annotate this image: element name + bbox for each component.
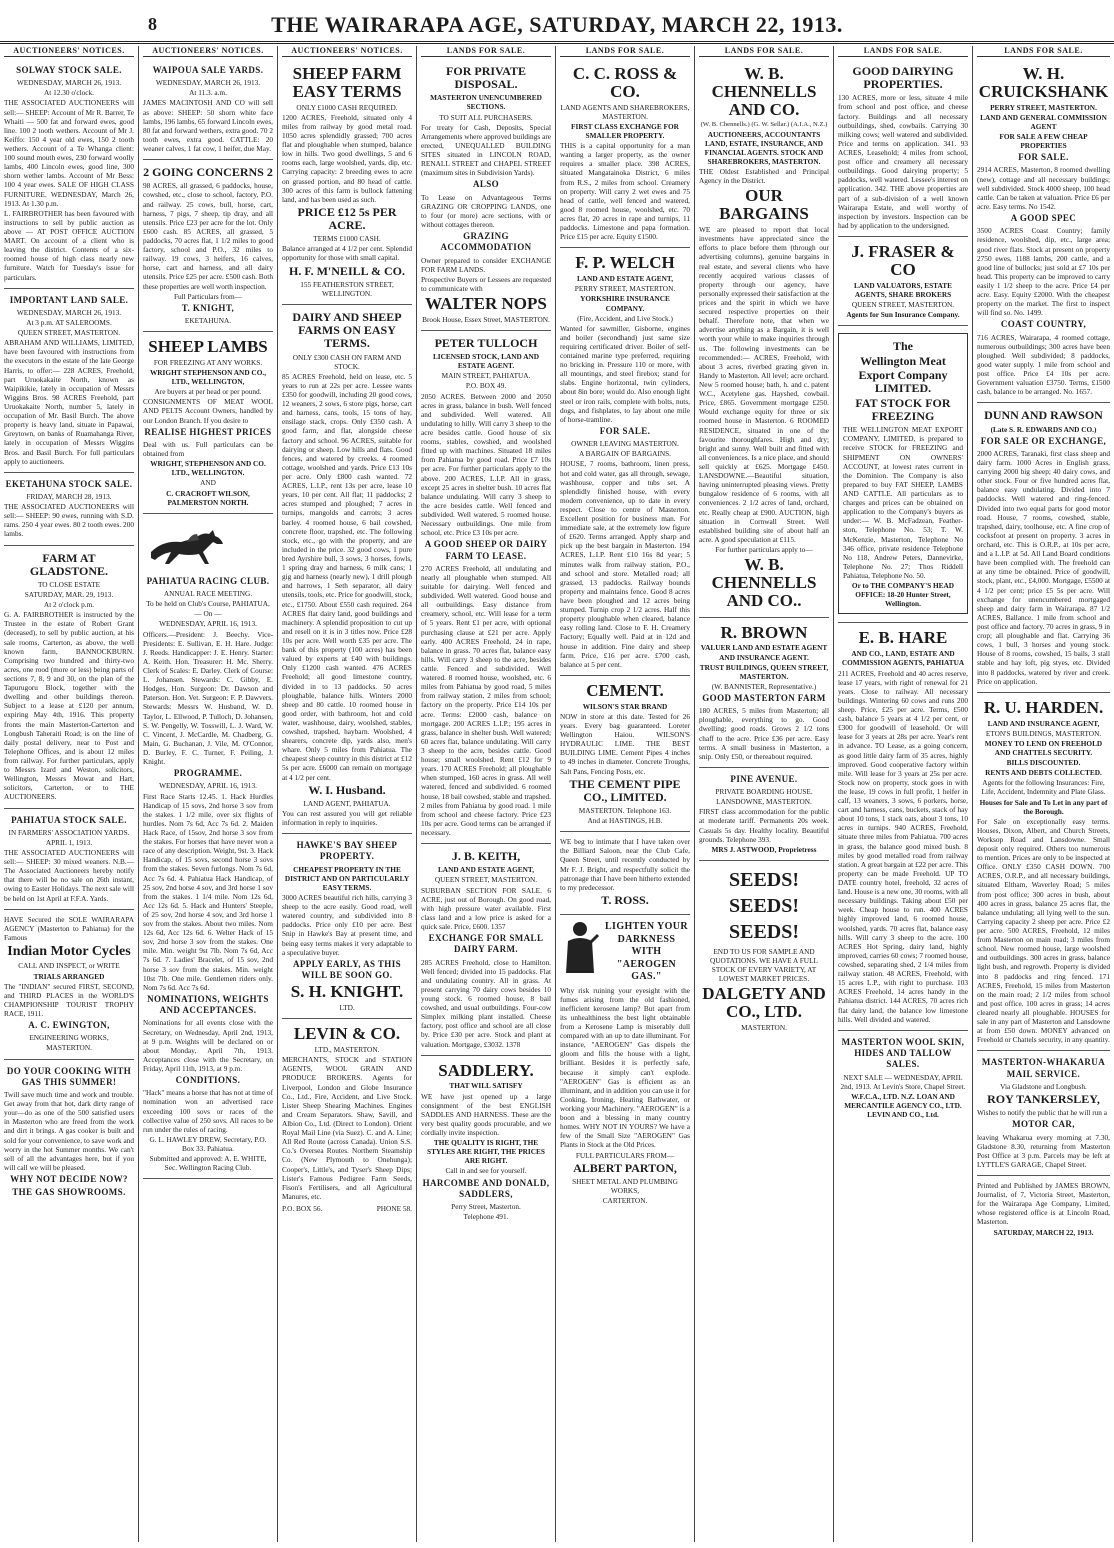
ad-subtitle: AUCTIONEERS, ACCOUNTANTS LAND, ESTATE, INSURANCE, AND FINANCIAL AGENTS. STOCK AND SHAREBROKERS, MASTERTON.: [704, 129, 824, 167]
sheep-lambs-ad: [143, 332, 273, 514]
ad-line: The: [892, 339, 913, 354]
contact-row: [282, 1204, 412, 1213]
advertiser-name: Wellington Meat Export Company LIMITED.: [858, 354, 948, 395]
section-header: AUCTIONEERS' NOTICES.: [143, 46, 273, 57]
ad-subtitle: LAND AGENTS AND SHAREBROKERS, MASTERTON.: [560, 102, 690, 121]
ad-subtitle: GOOD MASTERTON FARM: [702, 692, 826, 703]
ad-body: NOW in store at this date. Tested for 26 years. Every bag guaranteed. Loreter Wellington Haiou. WILSON'S HYDRAULIC LIME. THE BEST BUILDING LIME. Cement Pipes 4 inches to 49 inches in diameter. Concrete Troughs, Salt Pans, Fencing Posts, etc.: [560, 711, 690, 776]
ad-line: CALL AND INSPECT, or WRITE: [18, 961, 120, 971]
ad-body: Wishes to notify the public that he will run a: [977, 1108, 1108, 1118]
section-header: AUCTIONEERS' NOTICES.: [282, 46, 412, 57]
ad-line: Agents for the following Insurances: Fire, Life, Accident, Indemnity and Plate Glass.: [981, 778, 1106, 797]
ad-title: EKETAHUNA STOCK SALE.: [5, 478, 133, 489]
ad-date: WEDNESDAY, MARCH 26, 1913.: [16, 78, 122, 88]
column-4: [417, 46, 555, 1542]
ad-line: For further particulars apply to—: [715, 544, 813, 554]
advertiser-name: HARCOMBE AND DONALD, SADDLERS,: [422, 1177, 550, 1199]
ad-body: 2050 ACRES. Between 2000 and 2050 acres in grass, balance in bush. Well fenced and subdivided. Well watered. All undulating to hilly. Will carry 3 sheep to the acre besides cattle. Good house of six rooms, stables, cowshed, and woolshed fitted up with machines. Situated 18 miles from Pahiatua by good road. Price £7 10s per acre. For further particulars apply to the above. 200 ACRES, L.I.P. All in grass, except 25 acres in shelter bush. 10 acres flat balance undulating. Will carry 3 sheep to the acre besides cattle. Well fenced and subdivided. Well watered. 5 roomed house. Necessary outbuildings. One mile from school, etc. Price £3 10s per acre.: [421, 391, 551, 538]
advertiser-address: QUEEN STREET, MASTERTON.: [851, 299, 955, 309]
ad-body: 2914 ACRES, Masterton, 8 roomed dwelling (new), cottage and all necessary buildings; well subdivided. Stock 4000 sheep, 100 head cattle. Can be taken at valuation. Price £6 per acre. Easy terms. No 1542.: [977, 165, 1110, 211]
advertiser-name: J. B. KEITH,: [451, 849, 521, 864]
ad-line: ALSO: [472, 179, 500, 190]
ad-line: Full Particulars from—: [173, 291, 243, 301]
levin-and-co-ad: [282, 1019, 412, 1218]
ru-harden-ad: [977, 693, 1110, 1052]
section-header: LANDS FOR SALE.: [699, 46, 829, 57]
ad-body: 2000 ACRES, Taranaki, first class sheep and dairy farm. 1000 Acres in English grass, carrying 2000 big sheep; 40 dairy cows, and other stock. Four or five hundred acres flat, balance easy undulating. Divided into 7 paddocks. Well watered and ring-fenced. Divided into two equal parts for good motor road. House, 7 rooms, cowshed, stable, trapshed, dairy, toolhouse, etc. A fine crop of cocksfoot at present on property. 3 acres in orchard, etc. This is O.R.P., at 10s per acre, and a L.I.P. at 5d. All Land Board conditions have been complied with. The freehold can at any time be obtained. Price of goodwill, stock, plant, etc., £4,000. Mortgage, £5500 at 4 1/2 per cent; price £5 5s per acre. Will exchange for unencumbered mortgaged sheep and dairy farm in Wairarapa. 87 1/2 ACRES, Ballance. 1 mile from school and post office and factory. 70 acres in grass, 9 in crop; all ploughable and flat. Carrying 36 cows, 1 bull, 3 horses and young stock. House of 8 rooms, cowshed, 15 bails, 3 stall stable and hay loft, pig styes, etc. Divided into 8 paddocks, watered by river and creek. Price on application.: [977, 448, 1110, 686]
ad-line: COAST COUNTRY,: [1000, 319, 1087, 330]
advertiser-name: ROY TANKERSLEY,: [987, 1092, 1100, 1107]
advertiser-address: ETON'S BUILDINGS, MASTERTON.: [985, 728, 1102, 738]
advertiser-name: F. P. WELCH: [575, 253, 675, 273]
ad-subtitle: CHEAPEST PROPERTY IN THE DISTRICT AND ON PARTICULARLY EASY TERMS.: [284, 864, 410, 892]
ad-body: THE ASSOCIATED AUCTIONEERS will sell:— SHEEP: 90 ewes, running with S.D. rams. 250 4 year ewes. 80 2 tooth ewes. 200 lambs.: [4, 502, 134, 539]
ad-title: HAWKE'S BAY SHEEP PROPERTY.: [296, 840, 398, 862]
ad-title: SADDLERY.: [438, 1060, 534, 1080]
ad-box: [838, 333, 968, 614]
imprint-date: SATURDAY, MARCH 22, 1913.: [993, 1227, 1094, 1237]
ad-title: OUR BARGAINS: [719, 186, 809, 224]
ad-body: First Race Starts 12.45. 1. Hack Hurdles Handicap of 15 sovs, 2nd horse 3 sov from the stakes. 1 1/2 mile, over six flights of hurdles. Nom 7s 6d, Acc 7s 6d. 2. Maiden Hack Race, of 15sov, 2nd horse 3 sov from the stakes. For horses that have never won a race of any description. Weight, 9st. 3. Hack Handicap, of 15 sovs, second horse 3 sovs from the stakes. Seven furlongs. Nom 7s 6d, Acc 7s 6d. 4. Pahiatua Hack Handicap, of 25 sov, 2nd horse 4 sov, and 3rd horse 1 sov from the stakes. 1 1/4 mile. Nom 12s 6d, Acc 12s 6d. 5. Hack and Hunters' Steeple, of 25 sov, 2nd horse 4 sov, and 3rd horse 1 sov from the stakes. About two miles. Nom 12s 6d, Acc 12s 6d. 6. Welter Hack of 15 sov, 2nd horse 3 sov from the stakes. One mile. Min. weight 9st 7lb. Nom 7s 6d, Acc 7s 6d. 7. Ladies' Bracelet, of 15 sov, 2nd horse 3 sov from the stakes. Min. weight 10st 7lb. One mile. Gentlemen riders only. Nom 7s 6d. Acc 7s 6d.: [143, 791, 273, 992]
dairy-sheep-farms-ad: [282, 305, 412, 834]
ad-subtitle: FIRST CLASS EXCHANGE FOR SMALLER PROPERTY.: [571, 121, 679, 141]
ad-line: BILLS DISCOUNTED.: [1006, 758, 1081, 768]
ad-line: YORKSHIRE INSURANCE COMPANY.: [580, 294, 670, 313]
ad-line: FOR SALE OR EXCHANGE,: [980, 435, 1107, 446]
ad-subtitle: EXCHANGE FOR SMALL DAIRY FARM.: [428, 933, 544, 955]
advertiser-address: PERRY STREET, MASTERTON.: [574, 284, 676, 294]
ad-subtitle: LAND AGENT, PAHIATUA.: [303, 798, 391, 808]
ad-subtitle: PRIVATE BOARDING HOUSE.: [715, 787, 813, 797]
ad-place: QUEEN STREET, MASTERTON.: [17, 328, 121, 338]
newspaper-title: THE WAIRARAPA AGE, SATURDAY, MARCH 22, 1913.: [271, 12, 843, 37]
ad-subtitle: IN FARMERS' ASSOCIATION YARDS.: [8, 827, 130, 837]
ad-line: Or to THE COMPANY'S HEAD OFFICE: 18-20 Hunter Street, Wellington.: [851, 581, 955, 609]
wellington-meat-export-ad: [838, 326, 968, 623]
ad-body: For treaty for Cash, Deposits, Special Arrangements where approved buildings are erected, UNEQUALLED BUILDING SITES situated in LINCOLN ROAD, RENALL STREET and CHAPEL STREET (maximum sites in Subdivision Yards).: [421, 122, 551, 178]
ad-body: 1200 ACRES, Freehold, situated only 4 miles from railway by good metal road. 1050 acres splendidly grassed; 700 acres flat and ploughable when stumped, balance low in hills. Two good dwellings, 5 and 6 rooms each, large woolshed, yards, dip, etc. Carrying capacity: 2 breeding ewes to acre on grassed portion, and 80 head of cattle. 300 acres of this farm is bullock fattening land, and has been used as such.: [282, 112, 412, 204]
eketahuna-stock-sale-ad: [4, 473, 134, 546]
ad-title: DO YOUR COOKING WITH GAS THIS SUMMER!: [6, 1065, 132, 1087]
column-1: [0, 46, 138, 1542]
ad-title: WAIPOUA SALE YARDS.: [152, 65, 264, 75]
ad-body: 130 ACRES, more or less, situate 4 mile from school and post office, and cheese factory. Buildings and all necessary outbuildings, shed, cowbails. Carrying 30 milking cows; well watered and subdivided. Price and terms on application. 341. 93 ACRES, Leasehold; 4 miles from school, post office and creamery all necessary outbuildings. Good dairying property; 5 paddocks, well watered. Lessee's interest on application. 342. THE above properties are part of a sub-division of a well known Wairarapa Estate, and well worthy of inspection by investors. Inspection can be had by application to the undersigned.: [838, 93, 968, 230]
ad-line: A GOOD SPEC: [1010, 213, 1077, 224]
advertiser-address: QUEEN STREET, MASTERTON.: [434, 875, 538, 885]
ad-subtitle: (Late S. R. EDWARDS AND CO.): [990, 424, 1097, 434]
ad-date: SATURDAY, MAR. 29, 1913.: [24, 590, 114, 600]
ad-signature: Submitted and approved: A. E. WHITE, Sec. Wellington Racing Club.: [149, 1154, 267, 1173]
pahiatua-racing-club-ad: [143, 514, 273, 1180]
brand-name: Indian Motor Cycles: [7, 944, 131, 960]
pine-avenue-ad: [699, 768, 829, 861]
ad-body: THE ASSOCIATED AUCTIONEERS will sell:— SHEEP: 30 mixed weaners. N.B.— The Associated Auctioneers hereby notify that there will be no sale on 26th instant, owing to Easter Holidays. The next sale will be held on 1st April at F.F.A. Yards.: [4, 848, 134, 903]
ad-body: 3500 ACRES Coast Country; family residence, woolshed, dip, etc., large area; good river flats. Stock at present on property 2750 ewes, 1188 lambs, 200 cattle, and a good line of bullocks; just sold at £7 10s per head. This property can be improved to carry easily 1 1/2 sheep to the acre. Price £4 per acre. Easy. Equity £2000. With the cheapest property on the market. The first to inspect will find so. No. 1499.: [977, 226, 1110, 318]
ad-subtitle: ONLY £1000 CASH REQUIRED.: [296, 102, 398, 112]
ad-line: THE QUALITY IS RIGHT, THE STYLES ARE RIGHT, THE PRICES ARE RIGHT.: [427, 1138, 545, 1166]
ad-time: At 11.3. a.m.: [189, 88, 227, 98]
advertiser-name: W. B. CHENNELLS AND CO.: [711, 64, 817, 119]
advertiser-address: Perry Street, Masterton.: [451, 1202, 521, 1212]
ad-line: Houses for Sale and To Let in any part of the Borough.: [979, 797, 1108, 816]
gas-cooking-ad: [4, 1060, 134, 1206]
advertiser-name: LEVIN & CO.: [293, 1024, 401, 1044]
ad-body: Prospective Buyers or Lessees are requested to communicate with: [421, 274, 551, 293]
advertiser-address: MAIN STREET, PAHIATUA.: [441, 371, 531, 381]
ad-line: (W. B. Chennells.) (G. W. Sellar.) (A.I.A., N.Z.): [700, 120, 828, 128]
ad-line: TRIALS ARRANGED: [33, 971, 105, 981]
advertiser-name: C. C. ROSS & CO.: [572, 64, 678, 101]
advertiser-name: W. B. CHENNELLS AND CO..: [711, 555, 817, 610]
ad-line: TERMS £1000 CASH.: [313, 234, 381, 244]
ad-line: And at HASTINGS, H.B.: [587, 816, 663, 826]
important-land-sale-ad: [4, 289, 134, 473]
pahiatua-stock-sale-ad: [4, 809, 134, 910]
advertiser-name: E. B. HARE: [858, 628, 948, 648]
ad-line: APPLY EARLY, AS THIS WILL BE SOON GO.: [292, 958, 402, 981]
wb-chennells-ad: [699, 59, 829, 618]
eb-hare-ad: [838, 623, 968, 1030]
ad-subtitle: LAND AND ESTATE AGENT,: [576, 274, 674, 284]
fp-welch-ad: [560, 248, 690, 676]
ad-subtitle: LTD., MASTERTON.: [314, 1045, 380, 1055]
section-header: AUCTIONEERS' NOTICES.: [4, 46, 134, 57]
aerogen-gas-ad: [560, 915, 690, 1211]
ad-title: GOOD DAIRYING PROPERTIES.: [852, 64, 954, 92]
ad-subtitle: FOR SALE A FEW CHEAP PROPERTIES: [999, 132, 1088, 151]
ad-date: WEDNESDAY, APRIL 16, 1913.: [159, 781, 257, 791]
ad-date: WEDNESDAY, MARCH 26, 1913.: [16, 307, 122, 317]
section-header: LANDS FOR SALE.: [560, 46, 690, 57]
man-figure-illustration: [560, 919, 600, 973]
column-5: [556, 46, 694, 1542]
ad-body: HAVE Secured the SOLE WAIRARAPA AGENCY (Masterton to Pahiatua) for the Famous: [4, 914, 134, 942]
ad-body: L. FAIRBROTHER has been favoured with instructions to sell by public auction as above — AT POST OFFICE AUCTION MART. On account of a client who is leaving the district. Contents of a six-roomed house of high class nearly new furniture. Watch for Tuesday's issue for particulars.: [4, 208, 134, 282]
advertiser-name: MRS J. ASTWOOD, Proprietress: [711, 844, 817, 854]
advertiser-name: J. FRASER & CO: [851, 242, 955, 279]
ad-title: FARM AT GLADSTONE.: [29, 550, 109, 578]
ad-line: Agents for Sun Insurance Company.: [846, 310, 960, 320]
ad-body: CONSIGNMENTS OF MEAT WOOL AND PELTS Account Owners, handled by our London Branch. If you desire to: [143, 397, 273, 425]
ad-time: At 3 p.m. AT SALEROOMS.: [26, 318, 112, 328]
ad-body: THE ASSOCIATED AUCTIONEERS will sell:— SHEEP: Account of Mr R. Barrer, Te Whaiti — 500 fat and forward ewes, good line. 100 2 tooth wethers. Account of Mr J. Keiffo: 150 4 year old ewes, 150 2 tooth wethers. Account of a Te Whanga client: 100 sound mouth ewes, 230 forward woolly lambs, 400 Lincoln ewes, good line, 300 shorn wether lambs. Account of Mr Bess: 100 4 year ewes. SALE OF HIGH CLASS FURNITURE. WEDNESDAY, March 26, 1913. At 1.30 p.m.: [4, 98, 134, 208]
ad-line: (Fire, Accident, and Live Stock.): [577, 313, 673, 323]
advertiser-name: T. ROSS.: [601, 892, 649, 907]
ad-body: WE are pleased to report that local investments have appreciated since the efforts to place before them (through our advertising columns), genuine bargains in real estate, and several clients who have recently acquired various classes of property through our agency, have personally expressed their satisfaction at the prices and the spirit in which we have secured respective properties on their behalf. Therefore note, that when we advertise anything as a Bargain, it is well worth your while to make inquiries through us. The following investments can be recommended:— ACRES, Freehold, with about 3 acres, riverbed grazing given in. Handy to Masterton. All level; acre orchard. New 5 roomed house; bath, h. and c. patent W.C., Acetylene gas. Hayshed, cowbail. Price, £865. Government mortgage £250. Would exchange equity for three or six roomed house in Masterton. 6 ROOMED RESIDENCE, situated in one of the favourite thoroughfares. High and dry; bright and sunny. Well built and fitted with all conveniences. Is a nice place, and should sell quickly at £625. Mortgage £450. LANSDOWNE.—Beautiful situation, having uninterrupted pleasing views. Pretty bungalow residence of 6 rooms, with all conveniences. 2 1/2 acres of land, orchard, etc. Really cheap at £900. AUCTION, high situation in Cornwall Street. Well established building site of about half an acre. A good speculation at £115.: [699, 225, 829, 544]
ad-body: MERCHANTS, STOCK and STATION AGENTS, WOOL GRAIN AND PRODUCE BROKERS. Agents for Liverpool, London and Globe Insurance Co., Ltd., Fire, Accident, and Live Stock. Lister Sheep Shearing Machines. Engines and Cream Separators. Shaw, Savill, and Albion Co., Ltd. (Direct to London). Orient Royal Mail Line (via Suez). C. and A. Line; All Red Route (across Canada). Union S.S. Co.'s Oversea Routes. Northern Steamship Co. (New Plymouth to Onehunga); Cooper's, Little's, and Tyser's Sheep Dips; Lister's Famous Pedigree Farm Seeds, Fison's Fertilisers, and all Agricultural Manures, etc.: [282, 1055, 412, 1201]
advertiser-name: WRIGHT, STEPHENSON AND CO. LTD., WELLINGTON.: [150, 459, 266, 478]
ad-subtitle: PROGRAMME.: [173, 768, 243, 779]
ad-body: Officers.—President: J. Beechy. Vice-Presidents: E. Sullivan, E. H. Hare. Judge: J. Reeds. Handicapper: J. E. Henry. Starter: A. Keith. Hon. Treasurer: H. Mc. Sherry. Clerk of Scales: E. Darley. Clerk of Course: L. Johansen. Stewards: C. Gibby, E. Hodges, Hon. Surgeon: Dr. Dawson and Paterson. Hon. Vet. Surgeon: F. P. Dawvers. Stewards: Messrs W. Husband, W. D. Taylor, L. Ellwood, P. Tulloch, D. Johansen, S. W. Pengelly, W. Tosswill, L. J. Ward, W. C. Vincent, J. McCardle, M. Chadberg, G. Main, G. Buchanan, J. Vile, M. O'Connor, D. Burley, F. C. Turner, F. Peiling, J. Knight.: [143, 629, 273, 767]
ad-body: Twill save much time and work and trouble. Get away from that hot, dark dirty range of your—do as one of the 500 satisfied users in Masterton who are freed from the work and dirt it brings. A gas cooker is built and sold for your convenience, to save work and worry in the hot Summer months. We can't sell of all the advantages here, but if you will call we will be pleased.: [4, 1090, 134, 1172]
ad-title: FOR PRIVATE DISPOSAL.: [446, 64, 526, 92]
ad-body: SUBURBAN SECTION FOR SALE. 6 ACRE, just out of Borough. On good road, with high pressure water available. First class land and a low price is asked for a quick sale. Price, £600. 1357: [421, 885, 551, 931]
solway-stock-sale-ad: [4, 59, 134, 289]
masthead: [0, 0, 1114, 44]
ad-subtitle: AND CO., LAND, ESTATE AND COMMISSION AGENTS, PAHIATUA: [841, 649, 965, 668]
ad-subtitle: LAND VALUATORS, ESTATE AGENTS, SHARE BROKERS: [854, 280, 952, 299]
advertiser-name: PETER TULLOCH: [434, 335, 538, 350]
ad-body: 285 ACRES Freehold, close to Hamilton. Well fenced; divided into 15 paddocks. Flat and undulating country. All in grass. At present carrying 70 dairy cows besides 10 young stock. 6 roomed house, 8 bail cowshed, and usual outbuildings. Four-cow Simplex milking plant installed. Cheese factory, post office and school are all close by. Price £30 per acre. Stock and plant at valuation. Mortgage, £3032. 1378: [421, 957, 551, 1049]
ad-body: Balance arranged at 4 1/2 per cent. Splendid opportunity for those with small capital.: [282, 244, 412, 263]
ad-subtitle: A GOOD SHEEP OR DAIRY FARM TO LEASE.: [424, 539, 548, 561]
ad-title: SHEEP FARM EASY TERMS: [292, 64, 402, 101]
ad-title: DAIRY AND SHEEP FARMS ON EASY TERMS.: [292, 310, 402, 351]
private-disposal-ad: [421, 59, 551, 331]
ad-body: FIRST class accommodation for the public at moderate tariff. Permanents 20s week. Casuals 5s day. Healthy locality. Beautiful grounds. Telephone 393.: [699, 807, 829, 844]
po-box: P.O. BOX 49.: [465, 381, 507, 391]
advertiser-address: Brook House, Essex Street, MASTERTON.: [422, 314, 550, 324]
r-brown-ad: [699, 618, 829, 768]
wh-cruickshank-ad: [977, 59, 1110, 403]
column-6: [695, 46, 833, 1542]
ad-subtitle: TO SUIT ALL PURCHASERS.: [439, 112, 533, 122]
ad-title: PAHIATUA RACING CLUB.: [146, 575, 270, 586]
ad-title: MASTERTON WOOL SKIN, HIDES AND TALLOW SALES.: [841, 1036, 965, 1070]
ad-title: IMPORTANT LAND SALE.: [9, 294, 129, 305]
ad-title: SEEDS! SEEDS! SEEDS!: [728, 868, 800, 943]
wool-skin-sales-ad: [838, 1031, 968, 1125]
ad-subtitle: THAT WILL SATISFY: [449, 1081, 523, 1091]
advertiser-name: WRIGHT STEPHENSON AND CO., LTD., WELLINGTON,: [149, 368, 267, 387]
ad-body: Deal with us. Full particulars can be obtained from: [143, 439, 273, 459]
advertiser-name: DUNN AND RAWSON: [984, 408, 1103, 423]
ad-line: SHEET METAL AND PLUMBING WORKS,: [572, 1176, 678, 1195]
ad-body: leaving Whakarua every morning at 7.30, Gladstone 8.30, returning from Masterton Post Office at 3 p.m. Parcels may be left at LYTTLE'S GARAGE, Chapel Street.: [977, 1132, 1110, 1169]
going-concerns-ad: [143, 160, 273, 332]
ad-body: Why risk ruining your eyesight with the fumes arising from the old fashioned, inefficient kerosene lamp? But apart from its unhealthiness the best light obtainable from a Kerosene Lamp is miserably dull compared with an up to date illuminant. For instance, "AEROGEN" Gas dispels the gloom and fills the house with a light, brilliant. Besides it is perfectly safe, because it simply can't explode. "AEROGEN" Gas is efficient as an illuminant, and in addition you can use it for Cooking, Ironing, Heating Bathwater, or working your Machinery. "AEROGEN" is a boon and a blessing in many country homes. WHY NOT IN YOURS? We have a few of the Small Size "AEROGEN" Gas Plants in Stock at the Old Prices.: [560, 985, 690, 1150]
ad-subtitle: ANNUAL RACE MEETING.: [163, 589, 253, 599]
ad-date: WEDNESDAY, APRIL 16, 1913.: [159, 619, 257, 629]
ad-subtitle: LAND AND ESTATE AGENT,: [437, 865, 535, 875]
ad-time: At 12.30 o'clock.: [44, 88, 94, 98]
ad-signature: G. L. HAWLEY DREW, Secretary, P.O. Box 33. Pahiatua.: [149, 1134, 267, 1153]
ad-body: G. A. FAIRBROTHER is instructed by the Trustee in the estate of Robert Grant (deceased), to sell by public auction, at his sale rooms, Carterton, as above, the well known farm, BANNOCKBURN. Comprising two hundred and thirty-two acres, one rood (more or less) being parts of sections 7, 8, 9 and 30, on the plan of the Tapurugoru Block, together with the dwelling and other buildings thereon. Subject to a lease at £120 per annum, expiring May 4th, 1916. This property fronts the main Masterton-Carterton and Longbush Taheraiti Road; is on the line of daily postal delivery, near to Post and Telephone Offices, and is about 12 miles from railway. For further particulars, apply to Messrs Izard and Weston, solicitors, Wellington, Messrs Mowat and Hart, solicitors, Carterton, or to THE AUCTIONEERS.: [4, 610, 134, 802]
ad-title: CEMENT.: [586, 680, 664, 700]
seeds-ad: [699, 861, 829, 1038]
sheep-farm-easy-terms-ad: [282, 59, 412, 305]
ad-body: WE have just opened up a large consignment of the best ENGLISH SADDLES AND HARNESS. These are the very best quality goods procurable, and we cordially invite inspection.: [421, 1091, 551, 1138]
ad-title: PINE AVENUE.: [730, 773, 798, 784]
ad-body: HOUSE, 7 rooms, bathroom, linen press, hot and cold water, gas all through, sewage, washhouse, copper and tubs set. A splendidly finished house, with every modern convenience, up to date in every respect. Close to centre of Masterton. Excellent position for business man. For immediate sale, at the extremely low figure of £620. Terms arranged. Apply sharp and pick up the best bargain in Masterton. 194 ACRES, L.I.P. Rent £10 16s 8d year; 5 minutes walk from railway station, P.O., and school and store. Metalled road; all grassed, 13 paddocks. Railway bounds property and maintains fence. Good 8 acres have been ploughed and 12 acres being stumped. Turnip crop 2 1/2 acres. Half this property ploughable when cleared, balance easy rolling land. Close to F. H. Creamery Factory; Equally well. Paid at in 12d and house in addition. Fine dairy and sheep farm. Price, £16 per acre. £700 cash, balance at 5 per cent.: [560, 459, 690, 669]
ad-line: A BARGAIN OF BARGAINS.: [578, 449, 672, 459]
ad-subtitle: LICENSED STOCK, LAND AND ESTATE AGENT.: [432, 352, 540, 371]
advertiser-name: A. C. EWINGTON,: [28, 1020, 110, 1031]
advertiser-address: PERRY STREET, MASTERTON.: [990, 102, 1097, 112]
racehorse-illustration: [143, 522, 233, 568]
ad-subtitle: ONLY £300 CASH ON FARM AND STOCK.: [292, 352, 402, 371]
mail-service-ad: [977, 1051, 1110, 1176]
advertiser-name: W. I. Husband.: [308, 782, 386, 797]
ad-title: PAHIATUA STOCK SALE.: [11, 814, 127, 825]
advertiser-name: C. CRACROFT WILSON, PALMERSTON NORTH.: [166, 488, 250, 507]
ad-body: Owner prepared to consider EXCHANGE FOR FARM LANDS.: [421, 255, 551, 274]
advertiser-name: R. U. HARDEN.: [983, 697, 1104, 717]
ad-line: FOR SALE.: [1018, 152, 1069, 163]
advertiser-name: T. KNIGHT,: [181, 302, 235, 313]
ad-body: You can rest assured you will get reliable information in reply to inquiries.: [282, 809, 412, 828]
ad-body: THIS is a capital opportunity for a man wanting a larger property, as the owner requires a smaller place. 398 ACRES, situated Mangatainoka District, 6 miles from R.S., 2 miles from school. Creamery on property. Will carry 2 wet ewes and 75 head of cattle, well fenced and watered, good 8 roomed house, woolshed, etc. 70 acres flat, 20 acres in rape and turnips, 11 paddocks. Limestone and papa formation. Price £15 per acre. Equity £1500.: [560, 141, 690, 242]
advertiser-name: S. H. KNIGHT.: [290, 982, 404, 1002]
ad-title: SOLWAY STOCK SALE.: [16, 65, 122, 75]
ad-body: 85 ACRES Freehold, held on lease, etc. 5 years to run at 22s per acre. Lessee wants £350 for goodwill, including 20 good cows, 12 weaners, 2 sows, 6 store pigs, horse, cart and harness, cans, tools, 15 tons of hay, ensilage stack, crops. Only £350 cash. A good farm, and flat, alongside cheese factory and school. 96 ACRES, suitable for dairying or sheep. Low hills and flats. Good fences, and watered by creeks. 4 roomed cottage, woolshed and yards. Price £13 10s per acre. Only £800 cash wanted. 72 ACRES, L.I.P., rent 13s per acre, lease 10 years, 10 per cent. All flat; 11 paddocks; 2 acres stumped and ploughed; 7 acres in turnips, mangolds and carrots; 3 acres barley. 4 roomed house, 6 bail cowshed, concrete floor, trapshed, etc. The following stock, etc., go with the property, and are included in the price. 32 good cows, 1 pure bred Ayrshire bull, 3 sows, 3 horses, fowls, 1 spring dray and harness, 6 milk cans; 1 gig and harness (nearly new), 1 drill plough and harrows, 1 Seth separator, all dairy utensils, tools, etc. Price for goodwill, stock, etc., £1750. About £550 cash required. 264 ACRES flat dairy land, good buildings and machinery. A splendid proposition to cut up and resell on it is in 3 titles now. Price £28 10s per acre. Well worth £35 per acre. The bank of this property (100 acres) has been valued by experts at £40 with buildings. Only £1200 cash wanted. 476 ACRES Freehold; all good limestone country, divided in to 13 paddocks. 50 acres ploughable, balance hills. Winters 2000 sheep and 80 cattle. 10 roomed house in good order, with bathroom, hot and cold water, washhouse, dairy, woolshed, stables, cowshed, trapshed, haybarn. Woolshed, 4 shearers, concrete dip, yards also, men's whare. Only 5 miles from Pahiatua. The cheapest sheep country in this district at £12 5s per acre. £6000 can remain on mortgage at 4 1/2 per cent.: [282, 371, 412, 782]
advertiser-address: TRUST BUILDINGS, QUEEN STREET, MASTERTON.: [699, 662, 829, 681]
ad-line: THE GAS SHOWROOMS.: [12, 1187, 126, 1198]
dunn-and-rawson-ad: [977, 403, 1110, 692]
ad-line: W.F.C.A., LTD. N.Z. LOAN AND MERCANTILE AGENCY CO., LTD. LEVIN AND CO., Ltd.: [844, 1091, 962, 1119]
ad-body: To Lease on Advantageous Terms GRAZING OR CROPPING LANDS, one to four (or more) acre sections, with or without cottages thereon.: [421, 192, 551, 229]
ad-subtitle: MASTERTON UNENCUMBERED SECTIONS.: [430, 93, 542, 112]
ad-subtitle: NOMINATIONS, WEIGHTS AND ACCEPTANCES.: [147, 993, 269, 1016]
phone-number: Telephone 491.: [463, 1212, 509, 1222]
ad-line: AND: [200, 478, 216, 488]
ad-subtitle: VALUER LAND AND ESTATE AGENT AND INSURANCE AGENT.: [700, 643, 828, 662]
ad-subtitle: TO CLOSE ESTATE: [37, 579, 101, 589]
ad-line: EKETAHUNA.: [184, 315, 232, 325]
dairying-properties-ad: [838, 59, 968, 237]
ad-date: APRIL 1, 1913.: [45, 837, 93, 847]
column-3: [278, 46, 416, 1542]
hawkes-bay-property-ad: [282, 834, 412, 1019]
ad-title: LIGHTEN YOUR DARKNESS WITH "AEROGEN GAS.": [604, 921, 689, 983]
ad-body: 180 ACRES, 5 miles from Masterton; all ploughable, everything to go. Good dwelling; good roads. Grows 2 1/2 tons chaff to the acre. Price £36 per acre. Easy terms. A small business in Masterton, a snip. Only £50, or thereabout required.: [699, 706, 829, 761]
ad-subtitle: LAND AND GENERAL COMMISSION AGENT: [980, 112, 1107, 131]
section-header: LANDS FOR SALE.: [977, 46, 1110, 57]
ad-line: MASTERTON.: [741, 1023, 787, 1033]
ad-body: THE Oldest Established and Principal Agency in the District.: [699, 167, 829, 186]
ad-date: WEDNESDAY, MARCH 26, 1913.: [155, 78, 261, 88]
ad-body: Are buyers at per head or per pound.: [154, 387, 262, 397]
ad-line: To be held on Club's Course, PAHIATUA,: [146, 599, 270, 609]
section-header: LANDS FOR SALE.: [421, 46, 551, 57]
advertiser-name: H. F. M'NEILL & CO.: [289, 263, 405, 278]
advertiser-name: THE CEMENT PIPE CO., LIMITED.: [569, 776, 681, 804]
ad-line: REALISE HIGHEST PRICES: [144, 426, 272, 437]
po-box: P.O. BOX 56.: [282, 1203, 323, 1213]
ad-body: Nominations for all events close with the Secretary, on Wednesday, April 2nd, 1913, at 9 p.m. Weights will be declared on or about Monday, April 7th, 1913. Acceptances close with the Secretary, on Friday, April 11th, 1913, at 9 p.m.: [143, 1018, 273, 1073]
section-header: LANDS FOR SALE.: [838, 46, 968, 57]
ad-subtitle: FOR SALE.: [599, 425, 651, 436]
ad-subtitle: LAND AND INSURANCE AGENT,: [987, 718, 1100, 728]
column-8: [973, 46, 1114, 1542]
ad-line: LTD.: [339, 1003, 355, 1013]
page-number: 8: [148, 14, 157, 34]
waipoua-sale-yards-ad: [143, 59, 273, 160]
peter-tulloch-ad: [421, 331, 551, 844]
ad-title: MASTERTON-WHAKARUA MAIL SERVICE.: [981, 1057, 1106, 1079]
billiard-saloon-notice: [560, 832, 690, 915]
ad-body: WE beg to intimate that I have taken over the Billiard Saloon, near the Club Cafe, Queen Street, until recently conducted by Mr F. J. Bright, and respectfully solicit the patronage that I have been hitherto extended to my predecessor.: [560, 837, 690, 892]
column-2: [139, 46, 277, 1542]
advertiser-name: ALBERT PARTON,: [573, 1160, 677, 1175]
ad-subtitle: WILSON'S STAR BRAND: [582, 701, 668, 711]
ad-line: OWNER LEAVING MASTERTON.: [571, 439, 679, 449]
ad-line: ENGINEERING WORKS,: [29, 1033, 109, 1043]
ad-body: Wanted for sawmiller, Gisborne, engines and boiler (secondhand) just same size requiring certificated driver. Boiler of self-contained marine type preferred, requiring no bricking in. Pressure 110 or more, with all mountings, and steel firebox; stand for slabs. Engine horizontal, twin cylinders, about 8in bore; would do. Also enough light steel or iron rails, complete with bolts, nuts, dogs, and fishplates, to lay about one mile of horse-tramline.: [560, 323, 690, 424]
ad-line: MONEY TO LEND ON FREEHOLD AND CHATTELS SECURITY.: [984, 738, 1103, 757]
ad-line: CARTERTON.: [602, 1196, 648, 1206]
ad-price: PRICE £12 5s PER ACRE.: [297, 204, 397, 233]
ad-line: WHY NOT DECIDE NOW?: [10, 1174, 128, 1185]
cement-ad: [560, 676, 690, 832]
ad-line: (W. BANNISTER, Representative.): [711, 681, 817, 691]
ad-body: THE WELLINGTON MEAT EXPORT COMPANY, LIMITED, is prepared to receive STOCK for FREEZING and SHIPMENT ON OWNERS' ACCOUNT, at lowest rates current in the Dominion. The Company is also prepared to buy FAT SHEEP, LAMBS AND CATTLE. All particulars as to charges and prices can be obtained on application to the Company's buyers as under:— W. B. McFadzean, Feather- ston, Telephone No. 53; T. W. McKenzie, Masterton, Telephone No 346 office, private residence Telephone No 118, Andrew Peters, Dannevirke, Telephone No. 27; Thos Riddell Pahiatua, Telephone No. 50.: [843, 425, 963, 581]
ad-body: The "INDIAN" secured FIRST, SECOND, and THIRD PLACES in the WORLD'S CHAMPIONSHIP TOURIST TROPHY RACE, 1911.: [4, 981, 134, 1018]
ad-date: FRIDAY, MARCH 28, 1913.: [26, 492, 112, 502]
gladstone-farm-ad: [4, 546, 134, 809]
ad-body: END TO US FOR SAMPLE AND QUOTATIONS. WE HAVE A FULL STOCK OF EVERY VARIETY, AT LOWEST MARKET PRICES.: [710, 946, 818, 984]
advertiser-name: W. H. CRUICKSHANK: [978, 64, 1109, 101]
ad-body: ABRAHAM AND WILLIAMS, LIMITED, have been favoured with instructions from the executors in the estate of the late George Harris, to offer:— 228 ACRES, Freehold, part Uruokakaite North, known as Waipikikie, lately in occupation of Messrs Wiggins Bros. 98 ACRES Freehold, part Uruokakaite North, number 5, lately in occupation of Mr. Basil Burch. The above property is heavy land, situate in Papawai, Greytown, on banks of Ruamahanga River, lately in occupation of Messrs Wiggins Bros. and Basil Burch. For full particulars apply to auctioneers.: [4, 338, 134, 466]
advertiser-name: DALGETY AND CO., LTD.: [702, 984, 826, 1022]
ad-line: GRAZING ACCOMMODATION: [440, 231, 532, 253]
ad-line: — On —: [194, 609, 222, 619]
phone-number: PHONE 58.: [376, 1203, 412, 1213]
ad-body: 211 ACRES, Freehold and 40 acres reserve, lease 17 years, with right of renewal for 21 years. Close to railway. All necessary buildings. Wintering 60 cows and runs 200 sheep. Price, £25 per acre. Terms, £500 cash, balance 5 years at 4 1/2 per cent, or £300 for goodwill of leasehold. Or will lease for 3 years at 28s per acre. Year's rent in advance. TO Lease, as a going concern, as good little dairy farm of 35 acres, highly improved. Good cooperative factory within mile. Will lease for 3 years at 25s per acre. Stock now on property, stock goes in with the lease, 19 cows in full profit, 1 heifer in calf, 13 weaners, 3 sows, 6 porkers, horse, cart and harness, cans, buckets, stack of hay about 10 tons, 1 stack oats, about 3 tons, 10 acres in turnips. 940 ACRES, Freehold, situate three miles from Pahiatua. 700 acres in grass, the balance good mixed bush. 8 miles by good metalled road from railway station. A great bargain at £22 per acre. This property can be made Freehold. UP TO DATE country hotel, freehold, 32 acres of land. House is a new one, 30 rooms, with all necessary buildings. Taking about £50 per week. Cheap house to run. 400 ACRES highly improved land, 6 roomed house, woolshed, yards. 70 acres flat, balance easy hills. Will carry 3 sheep to the acre. 100 ACRES Hot Spring, dairy land, highly improved, carries 60 cows; 7 roomed house, cowshed, separating shed, 2 1/4 miles from railway station. 48 ACRES, Freehold, with 15 acres L.P., with right to purchase. 103 ACRES Freehold, 14 acres handy in the Pahiatua district. 144 ACRES, 70 acres rich flat dairy land, the balance low limestone hills. Well divided and watered.: [838, 668, 968, 1024]
ad-line: Call in and see for yourself.: [445, 1166, 527, 1176]
advertiser-address: LANSDOWNE, MASTERTON.: [716, 797, 812, 807]
ad-line: RENTS AND DEBTS COLLECTED.: [985, 768, 1102, 778]
ad-subtitle: CONDITIONS.: [175, 1075, 241, 1086]
advertiser-address: MASTERTON. Telephone 163.: [578, 806, 672, 815]
ad-body: "Hack" means a horse that has not at time of nomination won an advertised race exceeding 100 sovs or races of the collective value of 250 sovs. All races to be run under the rules of racing.: [143, 1088, 273, 1134]
ad-title: 2 GOING CONCERNS 2: [143, 165, 273, 180]
ad-subtitle: Via Gladstone and Longbush.: [1000, 1081, 1087, 1091]
ad-title: FAT STOCK FOR FREEZING: [855, 395, 951, 424]
ad-body: 270 ACRES Freehold, all undulating and nearly all ploughable when stumped. All suitable for dairying. Well fenced and subdivided. Well watered. Good house and all outbuildings. Easy distance from creamery, school, etc. Will lease for a term of 5 years. Rent £1 per acre, with optional purchasing clause at £21 per acre. Apply early. 400 ACRES Freehold, 24 in rape, balance in grass. 70 acres flat, balance easy hills. Will carry 3 sheep to the acre, besides cattle. Fenced and subdivided. Well watered. 8 roomed house, woolshed, etc. 6 miles from Pahiatua by good road, 5 miles from railway station, 2 miles from school; factory on the property. Price £14 10s per acre. Terms: £2000 cash, balance on mortgage. 200 ACRES L.I.P.; 195 acres in grass, balance in shelter bush. Well watered; 60 acres flat, balance undulating. Will carry 3 sheep to the acre, besides cattle. Good house; small woolshed. Rent £12 for 9 years. 170 ACRES Freehold; all ploughable when stumped, 160 acres in grass. All well watered, fenced and subdivided. 6 roomed house, 18 bail cowshed, stable and trapshed. 2 miles from Pahiatua by good road. 1 mile from school and cheese factory. Price £23 10s per acre. Good terms can be arranged if necessary.: [421, 563, 551, 837]
ad-body: 3000 ACRES beautiful rich hills, carrying 3 sheep to the acre easily. Good road, well watered country, and subdivided into 8 paddocks. Price only £10 per acre. Best Snip in Hawke's Bay at present time, and being easy terms makes it very adaptable to a speculative buyer.: [282, 893, 412, 957]
j-fraser-ad: [838, 237, 968, 326]
ad-line: MASTERTON.: [46, 1043, 92, 1053]
column-7: [834, 46, 972, 1542]
ad-body: For Sale on exceptionally easy terms. Houses, Dixon, Albert, and Church Streets, Worksop Road and Lansdowne. Small deposit only required. Others too numerous to mention. Prices are only to be inspected at Office. ONLY £350 CASH DOWN. 700 ACRES, O.R.P., and all necessary buildings, situated Eltham, Waverley Road; 5 miles from post office; 300 acres in bush, about 400 acres in grass, balance 25 acres flat, the balance undulating; all lying well to the sun. Carrying capacity 2 sheep per acre. Price £2 per acre. 500 ACRES, Freehold, 12 miles from Masterton on main road; 3 miles from school. New roomed house, large woolshed and outbuildings. 300 acres in grass, balance light bush, and regrowth. Property is divided into 8 paddocks and ring fenced. 171 ACRES, Freehold, 15 miles from Masterton on the main road; 2 1/2 miles from school and post office. 100 acres in grass; 14 acres cleared nearly all ploughable. HOUSES for sale in any part of Masterton and Lansdowne at from £50 down. MONEY advanced on Freehold or Chattels security, in any quantity.: [977, 816, 1110, 1045]
ad-body: 98 ACRES, all grassed, 6 paddocks, house, cowshed, etc., close to school, factory, P.O. and railway. 25 cows, bull, horse, cart, harness, 7 pigs, 7 sheep, tip dray, and all utensils. Price £23 per acre for the lot. Only £600 cash. 85 ACRES, all grassed, 5 paddocks, 70 acres flat, 1 1/2 miles to good factory, school and P.O., 32 miles to railway. 19 cows, 3 heifers, 16 calves, horse, cart and harness, and all dairy utensils. Price £25 per acre. £500 cash. Both these properties are well worth inspection.: [143, 181, 273, 291]
advertiser-name: WALTER NOPS: [425, 293, 547, 313]
imprint-text: Printed and Published by JAMES BROWN, Journalist, of 7, Victoria Street, Masterton, for the Wairarapa Age Company, Limited, whose registered office is at Lincoln Road, Masterton.: [977, 1181, 1110, 1227]
saddlery-ad: [421, 1056, 551, 1228]
ad-body: JAMES MACINTOSH AND CO will sell as above: SHEEP: 50 shorn white face lambs, 196 lambs, 65 forward Lincoln ewes, 80 fat and forward wethers, extra good. 70 2 tooth ewes, extra good. CATTLE: 20 weaner calves, 1 fat cow, 1 heifer, due May.: [143, 98, 273, 154]
ad-body: 716 ACRES, Wairarapa, 4 roomed cottage, numerous outbuildings; 300 acres have been ploughed. Well subdivided; 8 paddocks, good water supply. 1 mile from school and post office. Price £4 10s per acre. Government valuation £3750. Terms, £1500 cash, balance to be arranged. No. 1657.: [977, 332, 1110, 397]
ad-line: MOTOR CAR,: [1012, 1119, 1075, 1130]
indian-motor-cycles-ad: [4, 910, 134, 1060]
publisher-imprint: [977, 1176, 1110, 1243]
ad-title: SHEEP LAMBS: [148, 337, 268, 357]
ad-time: At 2 o'clock p.m.: [43, 600, 95, 610]
ad-line: FULL PARTICULARS FROM—: [575, 1150, 675, 1160]
jb-keith-ad: [421, 844, 551, 1056]
advertiser-address: 155 FEATHERSTON STREET, WELLINGTON.: [300, 279, 394, 298]
ad-body: NEXT SALE — WEDNESDAY, APRIL 2nd, 1913. At Levin's Store, Chapel Street.: [840, 1072, 966, 1091]
cc-ross-ad: [560, 59, 690, 248]
advertiser-name: R. BROWN: [720, 622, 808, 642]
ad-subtitle: FOR FREEZING AT ANY WORKS.: [153, 357, 263, 367]
